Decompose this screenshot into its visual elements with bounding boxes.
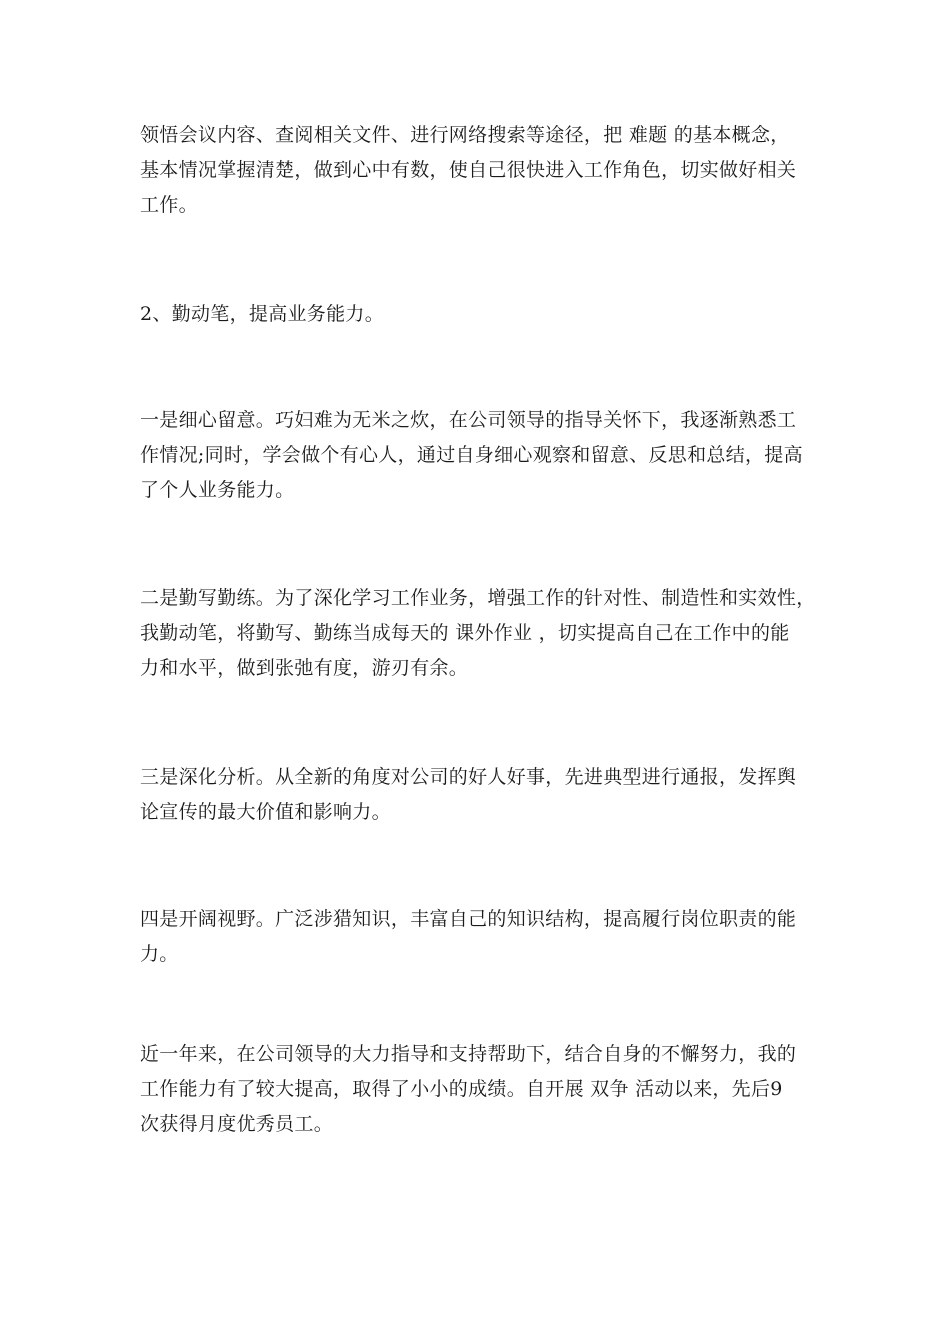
text-line: 近一年来，在公司领导的大力指导和支持帮助下，结合自身的不懈努力，我的 [140, 1043, 797, 1065]
text-line: 三是深化分析。从全新的角度对公司的好人好事，先进典型进行通报，发挥舆 [140, 766, 797, 788]
text-line: 工作能力有了较大提高，取得了小小的成绩。自开展 双争 活动以来，先后9 [140, 1078, 783, 1100]
paragraph-point-one [140, 403, 820, 508]
section-heading [140, 297, 820, 332]
text-line: 论宣传的最大价值和影响力。 [140, 801, 391, 823]
text-line: 次获得月度优秀员工。 [140, 1113, 334, 1135]
text-line: 了个人业务能力。 [140, 479, 295, 501]
paragraph-point-two [140, 581, 820, 686]
text-line: 作情况;同时，学会做个有心人，通过自身细心观察和留意、反思和总结，提高 [140, 444, 803, 466]
text-line: 力和水平，做到张弛有度，游刃有余。 [140, 657, 469, 679]
text-line: 二是勤写勤练。为了深化学习工作业务，增强工作的针对性、制造性和实效性， [140, 587, 816, 609]
paragraph-point-three [140, 760, 820, 830]
paragraph-point-four [140, 902, 820, 972]
text-line: 领悟会议内容、查阅相关文件、进行网络搜索等途径，把 难题 的基本概念， [140, 124, 790, 146]
text-line: 基本情况掌握清楚，做到心中有数，使自己很快进入工作角色，切实做好相关 [140, 159, 797, 181]
text-line: 工作。 [140, 194, 198, 216]
text-line: 我勤动笔，将勤写、勤练当成每天的 课外作业 ，切实提高自己在工作中的能 [140, 622, 790, 644]
paragraph-continuation [140, 118, 820, 223]
text-line: 力。 [140, 943, 179, 965]
text-line: 2、勤动笔，提高业务能力。 [140, 303, 384, 325]
paragraph-summary [140, 1037, 820, 1142]
text-line: 四是开阔视野。广泛涉猎知识，丰富自己的知识结构，提高履行岗位职责的能 [140, 908, 797, 930]
text-line: 一是细心留意。巧妇难为无米之炊，在公司领导的指导关怀下，我逐渐熟悉工 [140, 409, 797, 431]
